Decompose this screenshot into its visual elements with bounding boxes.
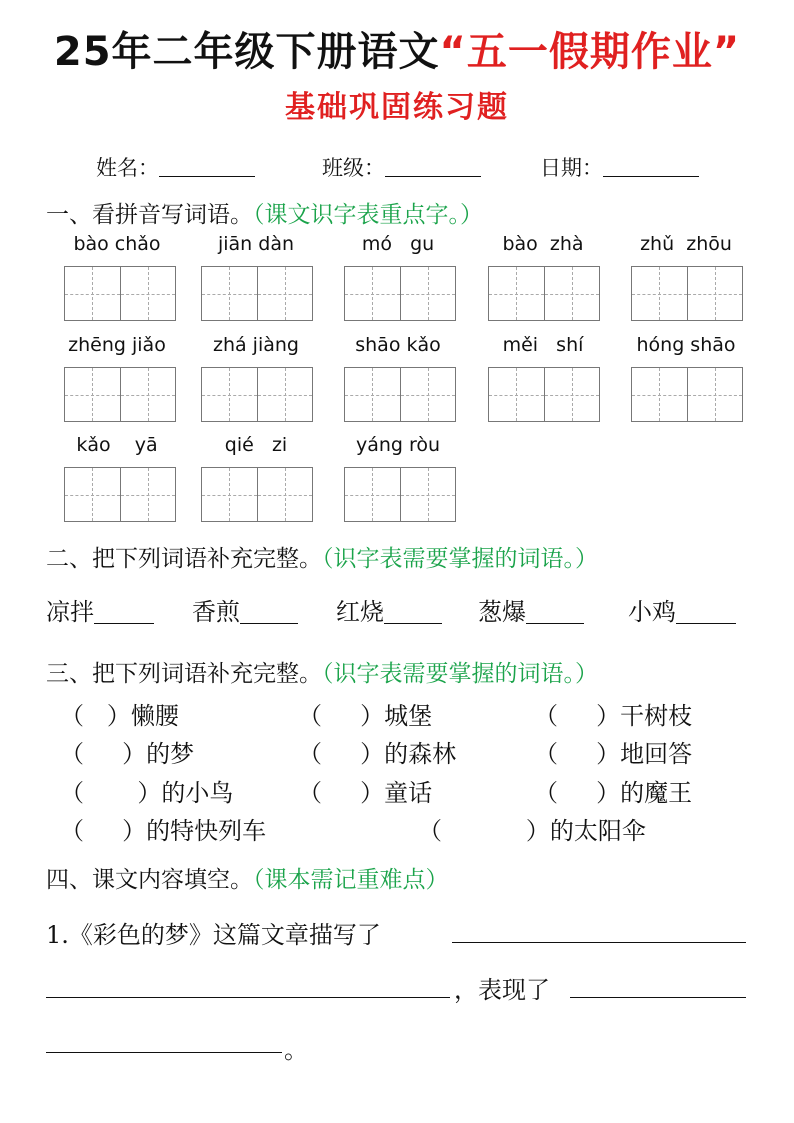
writing-grid[interactable]	[344, 467, 456, 522]
phrase-item[interactable]: （ ）城堡	[298, 702, 433, 730]
answer-line[interactable]	[46, 1025, 282, 1053]
writing-grid[interactable]	[201, 467, 313, 522]
section1-title: 一、看拼音写词语。	[46, 202, 253, 228]
answer-line[interactable]	[570, 970, 746, 998]
section4-title: 四、课文内容填空。	[46, 867, 253, 893]
pinyin-label: bào chǎo	[73, 233, 161, 255]
word-text: 凉拌	[46, 598, 94, 626]
word-blank[interactable]	[384, 601, 442, 624]
phrase-item[interactable]: （ ）童话	[298, 779, 433, 807]
phrase-item[interactable]: （ ）的梦	[60, 740, 195, 768]
word-text: 葱爆	[478, 598, 526, 626]
writing-grid[interactable]	[201, 266, 313, 321]
phrase-item[interactable]: （ ）的太阳伞	[418, 817, 646, 845]
section3-title: 三、把下列词语补充完整。	[46, 661, 322, 687]
pinyin-label: bào zhà	[502, 233, 584, 255]
class-blank[interactable]	[385, 158, 481, 177]
word-text: 小鸡	[628, 598, 676, 626]
word-blank[interactable]	[526, 601, 584, 624]
name-label: 姓名：	[96, 156, 159, 180]
phrase-item[interactable]: （ ）地回答	[534, 740, 693, 768]
phrase-item[interactable]: （ ）的魔王	[534, 779, 693, 807]
date-label: 日期：	[540, 156, 603, 180]
pinyin-label: yáng ròu	[355, 434, 441, 456]
answer-line[interactable]	[452, 915, 746, 943]
word-blank[interactable]	[94, 601, 154, 624]
pinyin-label: zhá jiàng	[212, 334, 299, 356]
writing-grid[interactable]	[488, 266, 600, 321]
pinyin-label: shāo kǎo	[355, 334, 441, 356]
date-blank[interactable]	[603, 158, 699, 177]
pinyin-label: qié zi	[224, 434, 288, 456]
question-1-end: 。	[284, 1036, 308, 1064]
name-field	[96, 152, 255, 182]
writing-grid[interactable]	[64, 467, 176, 522]
section1-note: （课文识字表重点字。）	[253, 202, 483, 228]
title-main: 25年二年级下册语文	[53, 29, 440, 75]
word-text: 香煎	[192, 598, 240, 626]
writing-grid[interactable]	[201, 367, 313, 422]
worksheet-title	[0, 20, 794, 77]
pinyin-label: jiān dàn	[217, 233, 295, 255]
pinyin-label: zhǔ zhōu	[640, 233, 732, 255]
word-blank[interactable]	[240, 601, 298, 624]
writing-grid[interactable]	[488, 367, 600, 422]
section4-note: （课本需记重难点）	[253, 867, 449, 893]
phrase-item[interactable]: （ ）的小鸟	[60, 779, 234, 807]
answer-line[interactable]	[46, 970, 450, 998]
phrase-item[interactable]: （ ）的森林	[298, 740, 457, 768]
worksheet-subtitle: 基础巩固练习题	[285, 90, 509, 125]
class-label: 班级：	[322, 156, 385, 180]
writing-grid[interactable]	[631, 367, 743, 422]
pinyin-label: mó gu	[361, 233, 435, 255]
pinyin-label: zhēng jiǎo	[68, 334, 166, 356]
section1-heading	[46, 196, 483, 229]
fill-word	[192, 592, 298, 627]
question-1-start: 1.《彩色的梦》这篇文章描写了	[46, 921, 381, 949]
question-1-mid: ，表现了	[454, 976, 550, 1004]
writing-grid[interactable]	[344, 266, 456, 321]
section2-heading	[46, 540, 598, 573]
phrase-item[interactable]: （ ）干树枝	[534, 702, 693, 730]
phrase-item[interactable]: （ ）的特快列车	[60, 817, 267, 845]
section4-heading	[46, 861, 449, 894]
writing-grid[interactable]	[64, 266, 176, 321]
section3-heading	[46, 655, 598, 688]
word-blank[interactable]	[676, 601, 736, 624]
section3-note: （识字表需要掌握的词语。）	[322, 661, 598, 687]
pinyin-label: kǎo yā	[76, 434, 158, 456]
fill-word	[46, 592, 154, 627]
class-field	[322, 152, 481, 182]
writing-grid[interactable]	[631, 266, 743, 321]
pinyin-label: měi shí	[502, 334, 584, 356]
writing-grid[interactable]	[344, 367, 456, 422]
writing-grid[interactable]	[64, 367, 176, 422]
phrase-item[interactable]: （ ）懒腰	[60, 702, 179, 730]
pinyin-label: hóng shāo	[636, 334, 736, 356]
date-field	[540, 152, 699, 182]
title-highlight: “五一假期作业”	[439, 29, 741, 75]
fill-word	[628, 592, 736, 627]
name-blank[interactable]	[159, 158, 255, 177]
fill-word	[478, 592, 584, 627]
section2-title: 二、把下列词语补充完整。	[46, 546, 322, 572]
fill-word	[336, 592, 442, 627]
word-text: 红烧	[336, 598, 384, 626]
section2-note: （识字表需要掌握的词语。）	[322, 546, 598, 572]
